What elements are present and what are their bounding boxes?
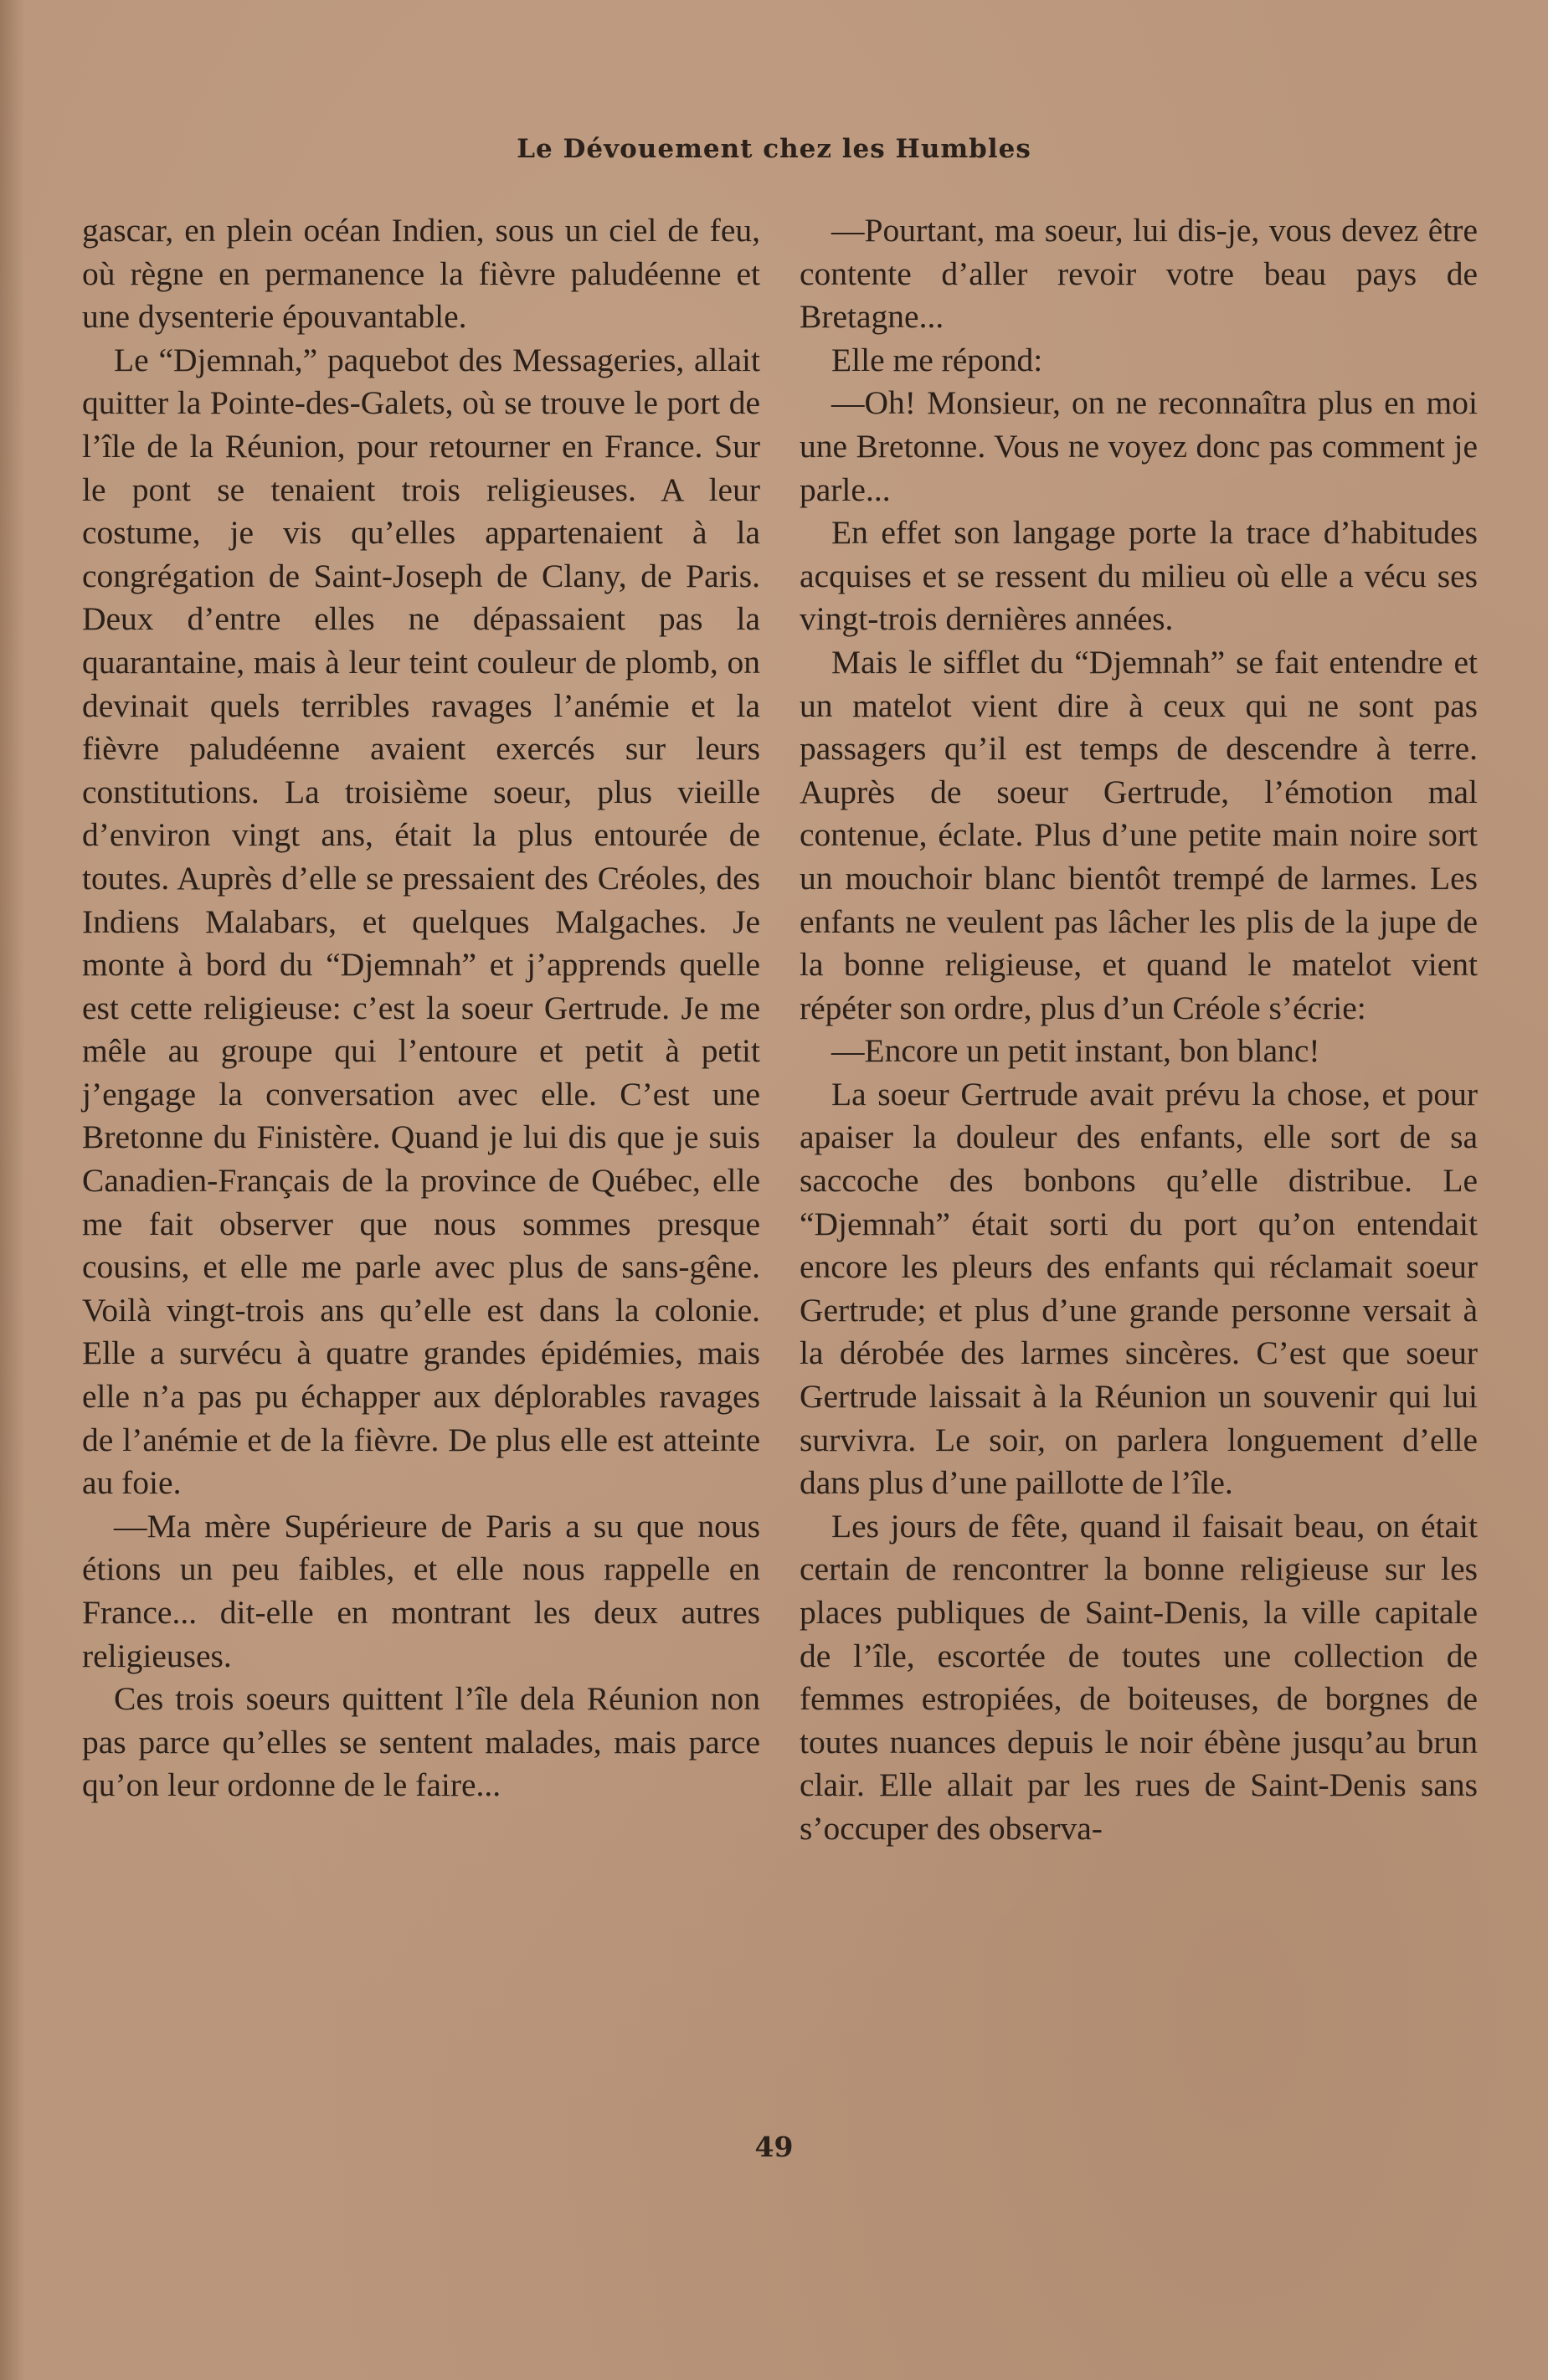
paragraph: Mais le sifflet du “Djemnah” se fait entendre et un matelot vient dire à ceux qui ne sont pas passagers qu’il est temps de descendre à terre. Auprès de soeur Gertrude, l’émotion mal contenue, éclate. Plus d’une petite main noire sort un mouchoir blanc bientôt trempé de larmes. Les enfants ne veulent pas lâcher les plis de la jupe de la bonne religieuse, et quand le matelot vient répéter son ordre, plus d’un Créole s’écrie:	[800, 643, 1478, 1026]
running-header: Le Dévouement chez les Humbles	[517, 134, 1031, 164]
paragraph: —Ma mère Supérieure de Paris a su que nous étions un peu faibles, et elle nous rappelle en France... dit-elle en montrant les deux autres religieuses.	[82, 1507, 760, 1674]
paragraph: —Pourtant, ma soeur, lui dis-je, vous devez être contente d’aller revoir votre beau pays de Bretagne...	[800, 212, 1478, 336]
left-column	[82, 209, 760, 1807]
paragraph: La soeur Gertrude avait prévu la chose, et pour apaiser la douleur des enfants, elle sort de sa saccoche des bonbons qu’elle distribue. Le “Djemnah” était sorti du port qu’on entendait encore les pleurs des enfants qui réclamait soeur Gertrude; et plus d’une grande personne versait à la dérobée des larmes sincères. C’est que soeur Gertrude laissait à la Réunion un souvenir qui lui survivra. Le soir, on parlera longuement d’elle dans plus d’une paillotte de l’île.	[800, 1075, 1478, 1502]
paragraph: Elle me répond:	[831, 341, 1043, 378]
paragraph: Les jours de fête, quand il faisait beau, on était certain de rencontrer la bonne religieuse sur les places publiques de Saint-Denis, la ville capitale de l’île, escortée de toutes une collection de femmes estropiées, de boiteuses, de borgnes de toutes nuances depuis le noir ébène jusqu’au brun clair. Elle allait par les rues de Saint-Denis sans s’occuper des observa-	[800, 1507, 1478, 1847]
paragraph: —Encore un petit instant, bon blanc!	[831, 1032, 1320, 1070]
paragraph: En effet son langage porte la trace d’habitudes acquises et se ressent du milieu où elle a vécu ses vingt-trois dernières années.	[800, 514, 1478, 638]
paragraph: gascar, en plein océan Indien, sous un ciel de feu, où règne en permanence la fièvre paludéenne et une dysenterie épouvantable.	[82, 212, 760, 336]
right-column	[800, 209, 1478, 1851]
paragraph: Ces trois soeurs quittent l’île dela Réunion non pas parce qu’elles se sentent malades, mais parce qu’on leur ordonne de le faire...	[82, 1680, 760, 1804]
page-number: 49	[754, 2131, 794, 2163]
paragraph: Le “Djemnah,” paquebot des Messageries, allait quitter la Pointe-des-Galets, où se trouve le port de l’île de la Réunion, pour retourner en France. Sur le pont se tenaient trois religieuses. A leur costume, je vis qu’elles appartenaient à la congrégation de Saint-Joseph de Clany, de Paris. Deux d’entre elles ne dépassaient pas la quarantaine, mais à leur teint couleur de plomb, on devinait quels terribles ravages l’anémie et la fièvre paludéenne avaient exercés sur leurs constitutions. La troisième soeur, plus vieille d’environ vingt ans, était la plus entourée de toutes. Auprès d’elle se pressaient des Créoles, des Indiens Malabars, et quelques Malgaches. Je monte à bord du “Djemnah” et j’apprends quelle est cette religieuse: c’est la soeur Gertrude. Je me mêle au groupe qui l’entoure et petit à petit j’engage la conversation avec elle. C’est une Bretonne du Finistère. Quand je lui dis que je suis Canadien-Français de la province de Québec, elle me fait observer que nous sommes presque cousins, et elle me parle avec plus de sans-gêne. Voilà vingt-trois ans qu’elle est dans la colonie. Elle a survécu à quatre grandes épidémies, mais elle n’a pas pu échapper aux déplorables ravages de l’anémie et de la fièvre. De plus elle est atteinte au foie.	[82, 341, 760, 1502]
paragraph: —Oh! Monsieur, on ne reconnaîtra plus en moi une Bretonne. Vous ne voyez donc pas comment je parle...	[800, 384, 1478, 508]
